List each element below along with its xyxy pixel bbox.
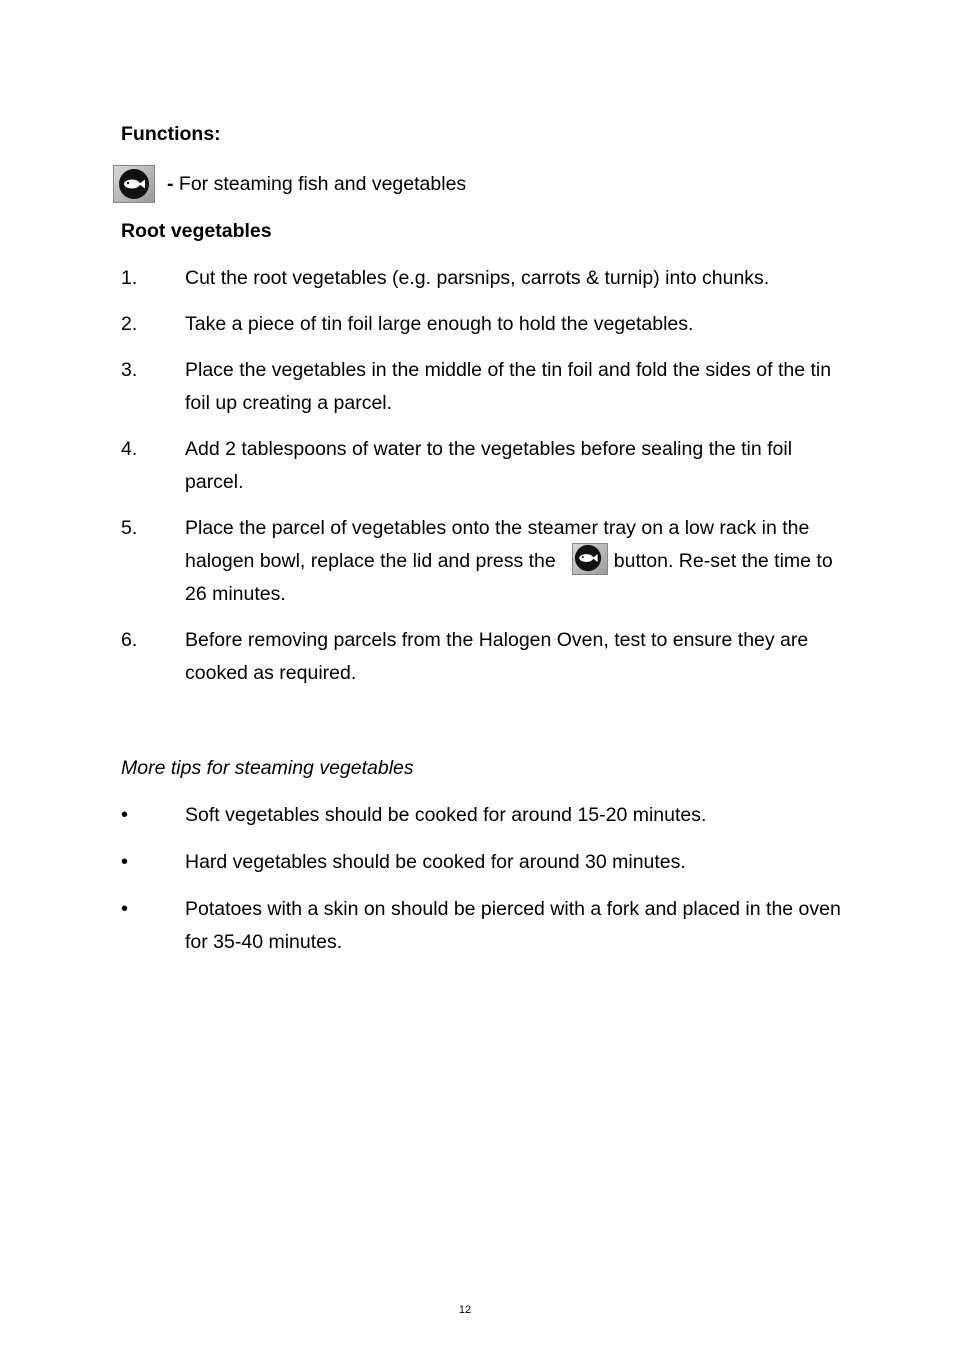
list-item [121, 624, 841, 690]
tip-text: Soft vegetables should be cooked for around 15-20 minutes. [185, 804, 707, 826]
bullet-mark: • [121, 804, 129, 826]
step-text: Cut the root vegetables (e.g. parsnips, carrots & turnip) into chunks. [185, 267, 770, 289]
functions-heading: Functions: [121, 123, 221, 145]
list-item [121, 512, 841, 611]
bullet-mark: • [121, 851, 129, 873]
list-item [121, 893, 841, 959]
function-description [167, 168, 466, 201]
tip-text: Potatoes with a skin on should be pierced with a fork and placed in the oven for 35-40 minutes. [185, 898, 841, 953]
list-item [121, 262, 841, 295]
step-number: 5. [121, 517, 138, 539]
step-text: Before removing parcels from the Halogen Oven, test to ensure they are cooked as required. [185, 629, 809, 684]
function-item [113, 165, 841, 203]
step-number: 3. [121, 359, 138, 381]
fish-icon [113, 165, 155, 203]
bullet-mark: • [121, 898, 129, 920]
list-item [121, 846, 841, 879]
list-item [121, 799, 841, 832]
list-item [121, 433, 841, 499]
tip-text: Hard vegetables should be cooked for around 30 minutes. [185, 851, 686, 873]
tips-heading: More tips for steaming vegetables [121, 757, 414, 779]
tips-list [121, 799, 841, 959]
page-content [121, 118, 841, 973]
function-text: For steaming fish and vegetables [173, 172, 467, 195]
list-item [121, 354, 841, 420]
function-dash: - [167, 172, 174, 195]
step-number: 2. [121, 313, 138, 335]
step-text: Add 2 tablespoons of water to the vegetables before sealing the tin foil parcel. [185, 438, 793, 493]
step-text-before-icon: Place the parcel of vegetables onto the steamer tray on a low rack in the halogen bowl, replace the lid and press the [185, 517, 810, 572]
step-text-after-icon: button. Re-set the time to 26 minutes. [185, 550, 833, 605]
step-text: Place the vegetables in the middle of the tin foil and fold the sides of the tin foil up creating a parcel. [185, 359, 832, 414]
section-heading: Root vegetables [121, 220, 272, 242]
fish-icon [572, 543, 608, 575]
list-item [121, 308, 841, 341]
step-number: 4. [121, 438, 138, 460]
step-text: Take a piece of tin foil large enough to hold the vegetables. [185, 313, 694, 335]
page-number: 12 [458, 1304, 472, 1316]
step-number: 6. [121, 629, 138, 651]
step-text [185, 512, 841, 611]
step-number: 1. [121, 267, 138, 289]
steps-list [121, 262, 841, 690]
